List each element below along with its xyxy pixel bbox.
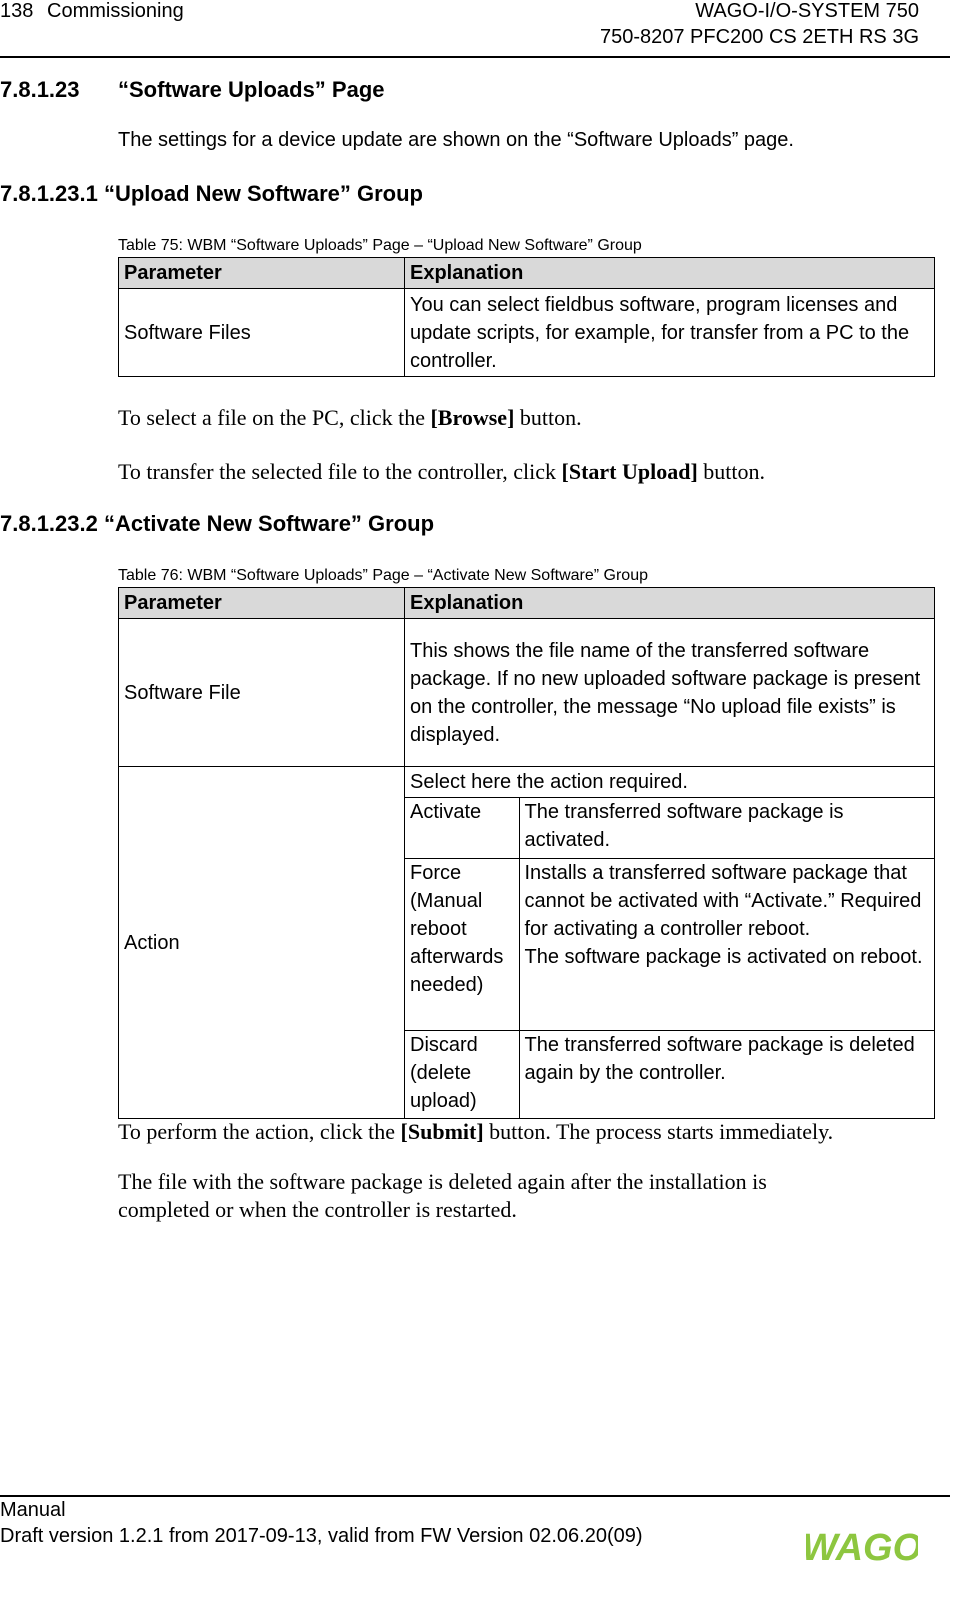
- upload-paragraph: To transfer the selected file to the controller, click [Start Upload] button.: [118, 459, 766, 484]
- action-name: Force (Manual reboot afterwards needed): [405, 858, 519, 1030]
- submit-paragraph: To perform the action, click the [Submit] button. The process starts immediately.: [118, 1119, 834, 1144]
- action-desc: The transferred software package is deleted again by the controller.: [519, 1030, 935, 1118]
- table76: [118, 587, 935, 1119]
- header-rule: [0, 56, 950, 58]
- browse-button-ref: [Browse]: [430, 405, 515, 430]
- table76-cell-software-file: Software File: [119, 619, 405, 767]
- start-upload-button-ref: [Start Upload]: [561, 459, 698, 484]
- table76-caption: Table 76: WBM “Software Uploads” Page – “Activate New Software” Group: [118, 567, 648, 584]
- group1-heading: 7.8.1.23.1 “Upload New Software” Group: [0, 181, 423, 206]
- group2-heading: 7.8.1.23.2 “Activate New Software” Group: [0, 511, 435, 536]
- action-row: [405, 1030, 935, 1118]
- action-options-table: [405, 798, 935, 1118]
- footer-rule: [0, 1495, 950, 1497]
- footer-doc-type: Manual: [0, 1499, 66, 1521]
- model-title: 750-8207 PFC200 CS 2ETH RS 3G: [599, 26, 919, 48]
- action-desc: The transferred software package is activated.: [519, 798, 935, 858]
- table75: [118, 257, 935, 377]
- table76-header-explanation: Explanation: [405, 588, 935, 619]
- system-title: WAGO-I/O-SYSTEM 750: [695, 0, 919, 22]
- action-options-cell: [405, 767, 935, 1119]
- section-intro: The settings for a device update are shown on the “Software Uploads” page.: [118, 129, 794, 151]
- wago-logo-icon: [806, 1526, 918, 1568]
- table76-cell-software-file-expl: This shows the file name of the transferred software package. If no new uploaded software package is present on the controller, the message “No upload file exists” is displayed.: [405, 619, 935, 767]
- section-title: “Software Uploads” Page: [118, 77, 385, 102]
- action-desc: Installs a transferred software package that cannot be activated with “Activate.” Required for activating a controller reboot.: [524, 861, 922, 940]
- table75-caption: Table 75: WBM “Software Uploads” Page – “Upload New Software” Group: [118, 237, 642, 254]
- submit-button-ref: [Submit]: [400, 1119, 484, 1144]
- table75-cell-parameter: Software Files: [119, 289, 405, 377]
- table75-header-explanation: Explanation: [405, 258, 935, 289]
- table76-header-parameter: Parameter: [119, 588, 405, 619]
- page-number: 138: [0, 0, 34, 22]
- table75-cell-explanation: You can select fieldbus software, program licenses and update scripts, for example, for transfer from a PC to the controller.: [405, 289, 935, 377]
- action-name: Discard (delete upload): [405, 1030, 519, 1118]
- browse-paragraph: To select a file on the PC, click the [Browse] button.: [118, 405, 582, 430]
- wago-logo: [806, 1526, 918, 1568]
- action-desc-note: The software package is activated on reboot.: [524, 945, 923, 968]
- footer-version: Draft version 1.2.1 from 2017-09-13, valid from FW Version 02.06.20(09): [0, 1525, 643, 1547]
- table75-header-parameter: Parameter: [119, 258, 405, 289]
- action-row: [405, 798, 935, 858]
- action-row: [405, 858, 935, 1030]
- table76-cell-action: Action: [119, 767, 405, 1119]
- wago-logo-text: WAGO: [806, 1527, 918, 1568]
- deletion-paragraph: The file with the software package is deleted again after the installation is completed or when the controller is restarted.: [118, 1169, 767, 1222]
- action-name: Activate: [405, 798, 519, 858]
- action-desc-cell: [519, 858, 935, 1030]
- action-intro: Select here the action required.: [405, 767, 934, 798]
- chapter-title: Commissioning: [47, 0, 184, 22]
- section-number: 7.8.1.23: [0, 77, 80, 102]
